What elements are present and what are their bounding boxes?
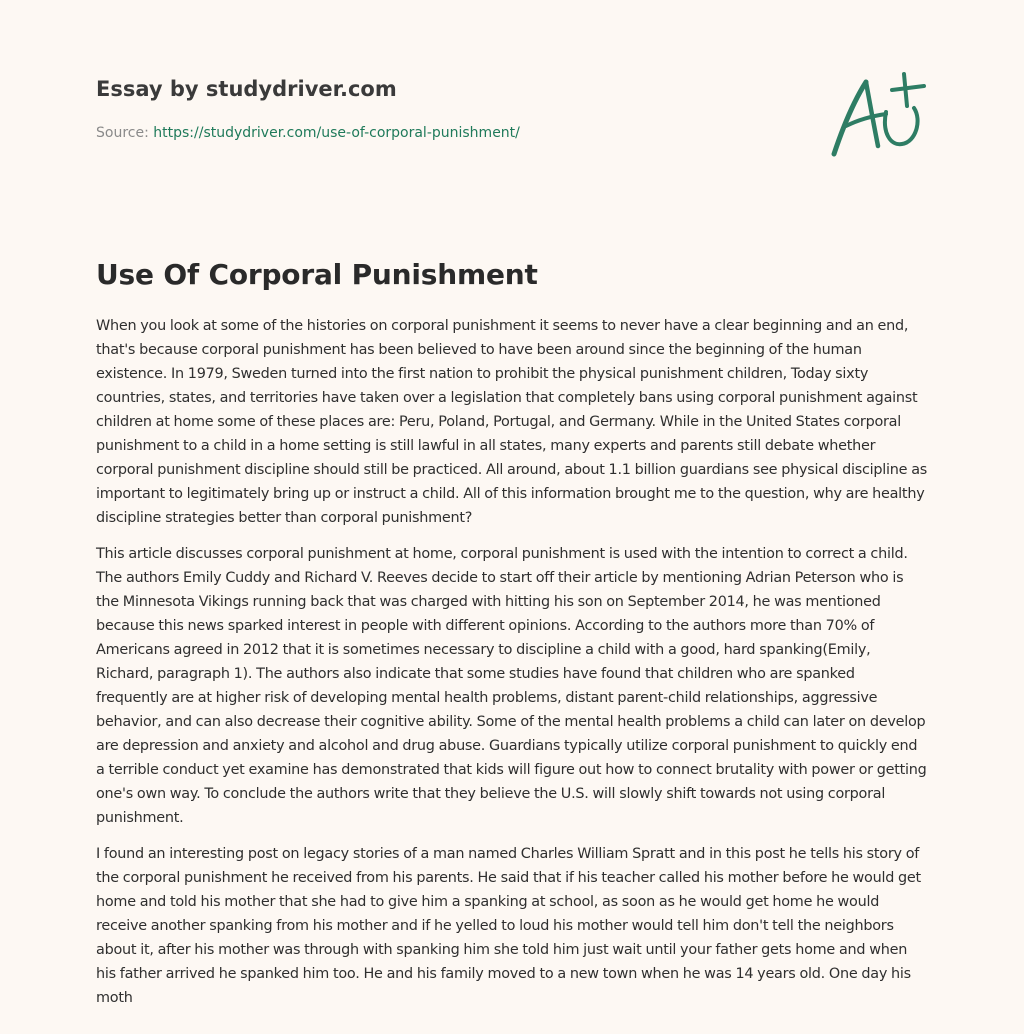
essay-title: Use Of Corporal Punishment bbox=[96, 258, 538, 291]
source-link[interactable]: https://studydriver.com/use-of-corporal-punishment/ bbox=[153, 125, 520, 141]
essay-body bbox=[96, 314, 928, 1022]
essay-page bbox=[96, 0, 928, 1034]
brand-title: Essay by studydriver.com bbox=[96, 77, 397, 101]
source-label: Source: bbox=[96, 125, 154, 141]
essay-paragraph-1: When you look at some of the histories on corporal punishment it seems to never have a clear beginning and an end, that's because corporal punishment has been believed to have been around since the beginning of the human existence. In 1979, Sweden turned into the first nation to prohibit the physical punishment children, Today sixty countries, states, and territories have taken over a legislation that completely bans using corporal punishment against children at home some of these places are: Peru, Poland, Portugal, and Germany. While in the United States corporal punishment to a child in a home setting is still lawful in all states, many experts and parents still debate whether corporal punishment discipline should still be practiced. All around, about 1.1 billion guardians see physical discipline as important to legitimately bring up or instruct a child. All of this information brought me to the question, why are healthy discipline strategies better than corporal punishment? bbox=[96, 318, 928, 526]
a-plus-grade-icon bbox=[828, 68, 928, 168]
essay-paragraph-2: This article discusses corporal punishment at home, corporal punishment is used with the intention to correct a child. The authors Emily Cuddy and Richard V. Reeves decide to start off their article by mentioning Adrian Peterson who is the Minnesota Vikings running back that was charged with hitting his son on September 2014, he was mentioned because this news sparked interest in people with different opinions. According to the authors more than 70% of Americans agreed in 2012 that it is sometimes necessary to discipline a child with a good, hard spanking(Emily, Richard, paragraph 1). The authors also indicate that some studies have found that children who are spanked frequently are at higher risk of developing mental health problems, distant parent-child relationships, aggressive behavior, and can also decrease their cognitive ability. Some of the mental health problems a child can later on develop are depression and anxiety and alcohol and drug abuse. Guardians typically utilize corporal punishment to quickly end a terrible conduct yet examine has demonstrated that kids will figure out how to connect brutality with power or getting one's own way. To conclude the authors write that they believe the U.S. will slowly shift towards not using corporal punishment. bbox=[96, 546, 927, 826]
page-header bbox=[96, 74, 928, 154]
essay-paragraph-3: I found an interesting post on legacy stories of a man named Charles William Spratt and in this post he tells his story of the corporal punishment he received from his parents. He said that if his teacher called his mother before he would get home and told his mother that she had to give him a spanking at school, as soon as he would get home he would receive another spanking from his mother and if he yelled to loud his mother would tell him don't tell the neighbors about it, after his mother was through with spanking him she told him just wait until your father gets home and when his father arrived he spanked him too. He and his family moved to a new town when he was 14 years old. One day his moth bbox=[96, 846, 921, 1006]
source-line bbox=[96, 124, 928, 142]
